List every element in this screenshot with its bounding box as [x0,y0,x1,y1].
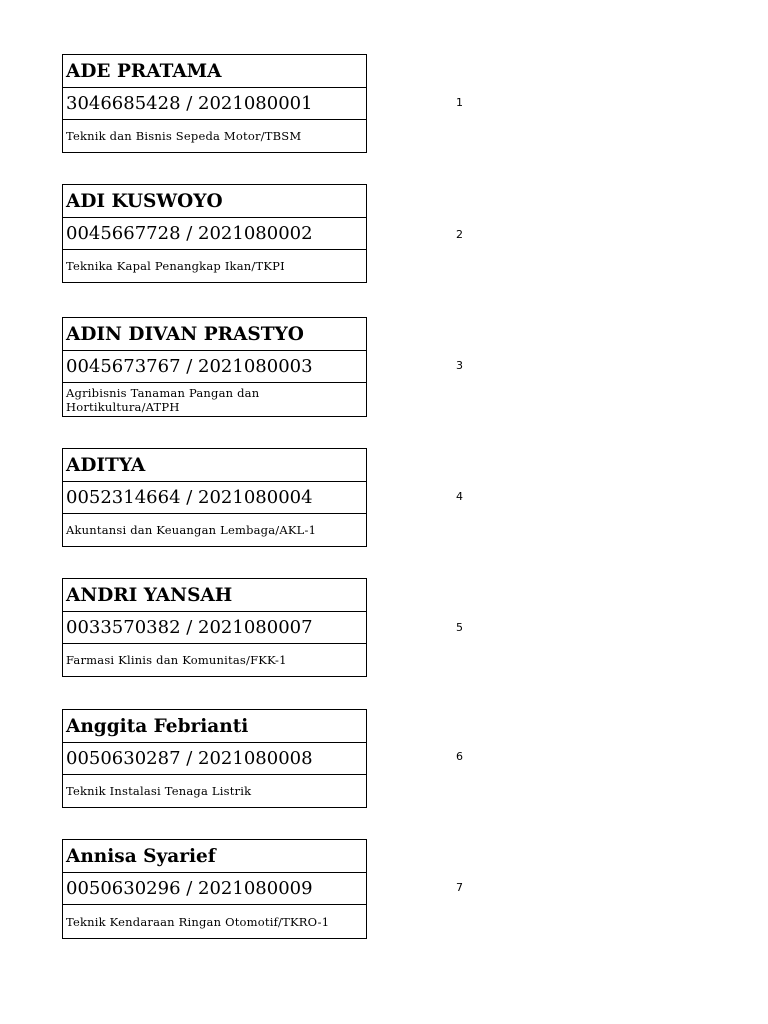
student-name: ADITYA [63,449,366,482]
student-id-numbers: 3046685428 / 2021080001 [63,88,366,120]
student-card [62,317,367,417]
student-major: Teknika Kapal Penangkap Ikan/TKPI [66,259,285,273]
student-sequence-number: 2 [456,228,463,241]
student-card [62,839,367,939]
student-card [62,184,367,283]
student-id-numbers: 0050630296 / 2021080009 [63,873,366,905]
student-id-numbers: 0045673767 / 2021080003 [63,351,366,383]
student-name: ADI KUSWOYO [63,185,366,218]
student-sequence-number: 6 [456,750,463,763]
student-sequence-number: 1 [456,96,463,109]
student-id-numbers: 0045667728 / 2021080002 [63,218,366,250]
student-major: Farmasi Klinis dan Komunitas/FKK-1 [66,653,287,667]
student-card [62,448,367,547]
student-id-numbers: 0052314664 / 2021080004 [63,482,366,514]
student-sequence-number: 4 [456,490,463,503]
student-sequence-number: 3 [456,359,463,372]
student-card [62,578,367,677]
student-name: Annisa Syarief [63,840,366,873]
student-name: Anggita Febrianti [63,710,366,743]
student-card [62,709,367,808]
student-name: ADIN DIVAN PRASTYO [63,318,366,351]
student-name: ANDRI YANSAH [63,579,366,612]
student-major: Agribisnis Tanaman Pangan dan Hortikultura/ATPH [66,385,260,414]
student-major: Teknik dan Bisnis Sepeda Motor/TBSM [66,129,302,143]
student-name: ADE PRATAMA [63,55,366,88]
student-major: Teknik Kendaraan Ringan Otomotif/TKRO-1 [66,914,330,929]
student-major: Akuntansi dan Keuangan Lembaga/AKL-1 [66,523,317,537]
student-id-numbers: 0050630287 / 2021080008 [63,743,366,775]
student-sequence-number: 7 [456,881,463,894]
student-id-numbers: 0033570382 / 2021080007 [63,612,366,644]
student-major: Teknik Instalasi Tenaga Listrik [66,784,252,798]
student-sequence-number: 5 [456,621,463,634]
student-card [62,54,367,153]
